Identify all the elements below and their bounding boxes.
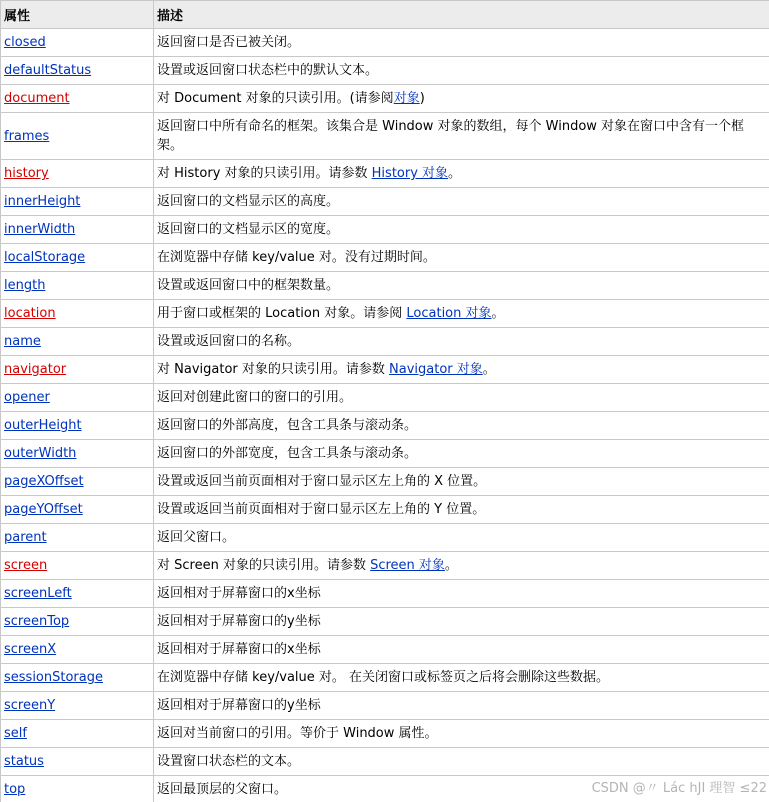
property-link-screentop[interactable]: screenTop [4, 614, 70, 629]
property-link-frames[interactable]: frames [4, 128, 50, 144]
table-row [1, 552, 769, 580]
description-text: 返回对当前窗口的引用。等价于 Window 属性。 [157, 726, 438, 741]
table-row [1, 300, 769, 328]
property-cell [1, 468, 154, 496]
property-cell [1, 384, 154, 412]
property-cell [1, 608, 154, 636]
description-text: 对 Screen 对象的只读引用。请参数 [157, 558, 371, 573]
property-link-outerwidth[interactable]: outerWidth [4, 446, 77, 461]
table-row [1, 113, 769, 160]
property-cell [1, 85, 154, 113]
property-cell [1, 692, 154, 720]
table-row [1, 748, 769, 776]
description-text: 设置或返回当前页面相对于窗口显示区左上角的 X 位置。 [157, 474, 487, 489]
property-link-pageyoffset[interactable]: pageYOffset [4, 502, 83, 517]
description-text: 返回父窗口。 [157, 530, 236, 545]
property-cell [1, 412, 154, 440]
property-link-outerheight[interactable]: outerHeight [4, 418, 82, 433]
description-text: 返回相对于屏幕窗口的x坐标 [157, 642, 321, 657]
property-link-closed[interactable]: closed [4, 35, 46, 50]
reference-link[interactable]: Location 对象 [406, 306, 492, 321]
table-row [1, 524, 769, 552]
property-cell [1, 244, 154, 272]
description-text: 用于窗口或框架的 Location 对象。请参阅 [157, 306, 407, 321]
description-text: 对 Document 对象的只读引用。(请参阅 [157, 91, 394, 106]
description-text-suffix: ) [419, 91, 425, 106]
description-cell [154, 664, 769, 692]
description-text: 返回相对于屏幕窗口的x坐标 [157, 586, 321, 601]
table-row [1, 692, 769, 720]
description-text: 对 History 对象的只读引用。请参数 [157, 166, 372, 181]
reference-link[interactable]: 对象 [393, 91, 420, 106]
description-text: 返回相对于屏幕窗口的y坐标 [157, 614, 321, 629]
property-link-status[interactable]: status [4, 754, 44, 769]
description-cell [154, 720, 769, 748]
table-row [1, 356, 769, 384]
table-row [1, 216, 769, 244]
property-link-defaultstatus[interactable]: defaultStatus [4, 63, 92, 78]
table-row [1, 608, 769, 636]
table-row [1, 272, 769, 300]
table-row [1, 85, 769, 113]
table-row [1, 188, 769, 216]
property-cell [1, 29, 154, 57]
description-text: 设置或返回当前页面相对于窗口显示区左上角的 Y 位置。 [157, 502, 486, 517]
property-link-sessionstorage[interactable]: sessionStorage [4, 670, 103, 685]
description-cell [154, 636, 769, 664]
table-row [1, 57, 769, 85]
property-link-innerwidth[interactable]: innerWidth [4, 222, 76, 237]
description-text: 返回窗口的外部宽度，包含工具条与滚动条。 [157, 446, 418, 461]
description-cell [154, 356, 769, 384]
description-cell [154, 57, 769, 85]
description-text: 返回窗口的外部高度，包含工具条与滚动条。 [157, 418, 418, 433]
description-text-suffix: 。 [448, 166, 462, 181]
header-property: 属性 [1, 1, 154, 29]
property-link-self[interactable]: self [4, 726, 27, 741]
header-description: 描述 [154, 1, 769, 29]
description-text: 返回窗口中所有命名的框架。该集合是 Window 对象的数组，每个 Window 对象在窗口中含有一个框架。 [157, 119, 745, 153]
property-cell [1, 496, 154, 524]
property-link-name[interactable]: name [4, 334, 41, 349]
description-text-suffix: 。 [444, 558, 458, 573]
description-cell [154, 85, 769, 113]
table-row [1, 440, 769, 468]
table-body [1, 29, 769, 802]
property-cell [1, 272, 154, 300]
description-cell [154, 113, 769, 160]
description-text: 设置窗口状态栏的文本。 [157, 754, 301, 769]
table-row [1, 160, 769, 188]
property-cell [1, 524, 154, 552]
description-cell [154, 412, 769, 440]
property-link-screenleft[interactable]: screenLeft [4, 586, 72, 601]
description-cell [154, 216, 769, 244]
description-cell [154, 552, 769, 580]
description-text: 设置或返回窗口的名称。 [157, 334, 301, 349]
description-cell [154, 384, 769, 412]
description-cell [154, 188, 769, 216]
table-row [1, 328, 769, 356]
table-row [1, 412, 769, 440]
property-link-screenx[interactable]: screenX [4, 642, 57, 657]
property-cell [1, 776, 154, 802]
property-cell [1, 440, 154, 468]
description-text: 对 Navigator 对象的只读引用。请参数 [157, 362, 390, 377]
property-link-parent[interactable]: parent [4, 530, 47, 545]
description-cell [154, 748, 769, 776]
description-text: 返回窗口的文档显示区的高度。 [157, 194, 340, 209]
description-cell [154, 160, 769, 188]
property-cell [1, 552, 154, 580]
description-cell [154, 468, 769, 496]
table-row [1, 29, 769, 57]
property-link-screeny[interactable]: screenY [4, 698, 56, 713]
description-text: 返回窗口是否已被关闭。 [157, 35, 301, 50]
property-link-localstorage[interactable]: localStorage [4, 250, 86, 265]
table-row [1, 496, 769, 524]
property-cell [1, 160, 154, 188]
description-text-suffix: 。 [491, 306, 505, 321]
property-cell [1, 57, 154, 85]
description-text: 在浏览器中存储 key/value 对。没有过期时间。 [157, 250, 436, 265]
description-cell [154, 29, 769, 57]
table-row [1, 384, 769, 412]
property-cell [1, 328, 154, 356]
table-header-row [1, 1, 769, 29]
property-link-navigator[interactable]: navigator [4, 362, 67, 377]
description-text: 设置或返回窗口状态栏中的默认文本。 [157, 63, 379, 78]
reference-link[interactable]: History 对象 [371, 166, 449, 181]
description-cell [154, 692, 769, 720]
description-text: 返回最顶层的父窗口。 [157, 782, 288, 797]
property-link-length[interactable]: length [4, 278, 46, 293]
property-cell [1, 748, 154, 776]
property-cell [1, 636, 154, 664]
property-cell [1, 356, 154, 384]
property-link-history[interactable]: history [4, 166, 49, 181]
property-link-location[interactable]: location [4, 306, 56, 321]
description-cell [154, 580, 769, 608]
reference-link[interactable]: Navigator 对象 [389, 362, 483, 377]
description-cell [154, 328, 769, 356]
table-row [1, 664, 769, 692]
reference-link[interactable]: Screen 对象 [370, 558, 445, 573]
property-cell [1, 188, 154, 216]
description-cell [154, 524, 769, 552]
property-cell [1, 580, 154, 608]
property-link-top[interactable]: top [4, 782, 26, 797]
property-link-innerheight[interactable]: innerHeight [4, 194, 81, 209]
description-cell [154, 440, 769, 468]
table-row [1, 720, 769, 748]
description-text-suffix: 。 [482, 362, 496, 377]
description-text: 返回对创建此窗口的窗口的引用。 [157, 390, 353, 405]
table-row [1, 468, 769, 496]
description-text: 在浏览器中存储 key/value 对。 在关闭窗口或标签页之后将会删除这些数据。 [157, 670, 610, 685]
description-text: 设置或返回窗口中的框架数量。 [157, 278, 340, 293]
table-row [1, 580, 769, 608]
property-cell [1, 664, 154, 692]
description-cell [154, 300, 769, 328]
description-cell [154, 244, 769, 272]
property-cell [1, 216, 154, 244]
table-row [1, 244, 769, 272]
property-cell [1, 300, 154, 328]
table-row [1, 636, 769, 664]
description-cell [154, 608, 769, 636]
description-text: 返回窗口的文档显示区的宽度。 [157, 222, 340, 237]
property-link-screen[interactable]: screen [4, 558, 48, 573]
property-link-pagexoffset[interactable]: pageXOffset [4, 474, 84, 489]
description-cell [154, 496, 769, 524]
description-cell [154, 272, 769, 300]
description-text: 返回相对于屏幕窗口的y坐标 [157, 698, 321, 713]
property-link-document[interactable]: document [4, 91, 70, 106]
property-link-opener[interactable]: opener [4, 390, 50, 405]
csdn-watermark: CSDN @〃 Lác hJI 理智 ≤22 [591, 781, 767, 796]
property-cell [1, 113, 154, 160]
property-cell [1, 720, 154, 748]
